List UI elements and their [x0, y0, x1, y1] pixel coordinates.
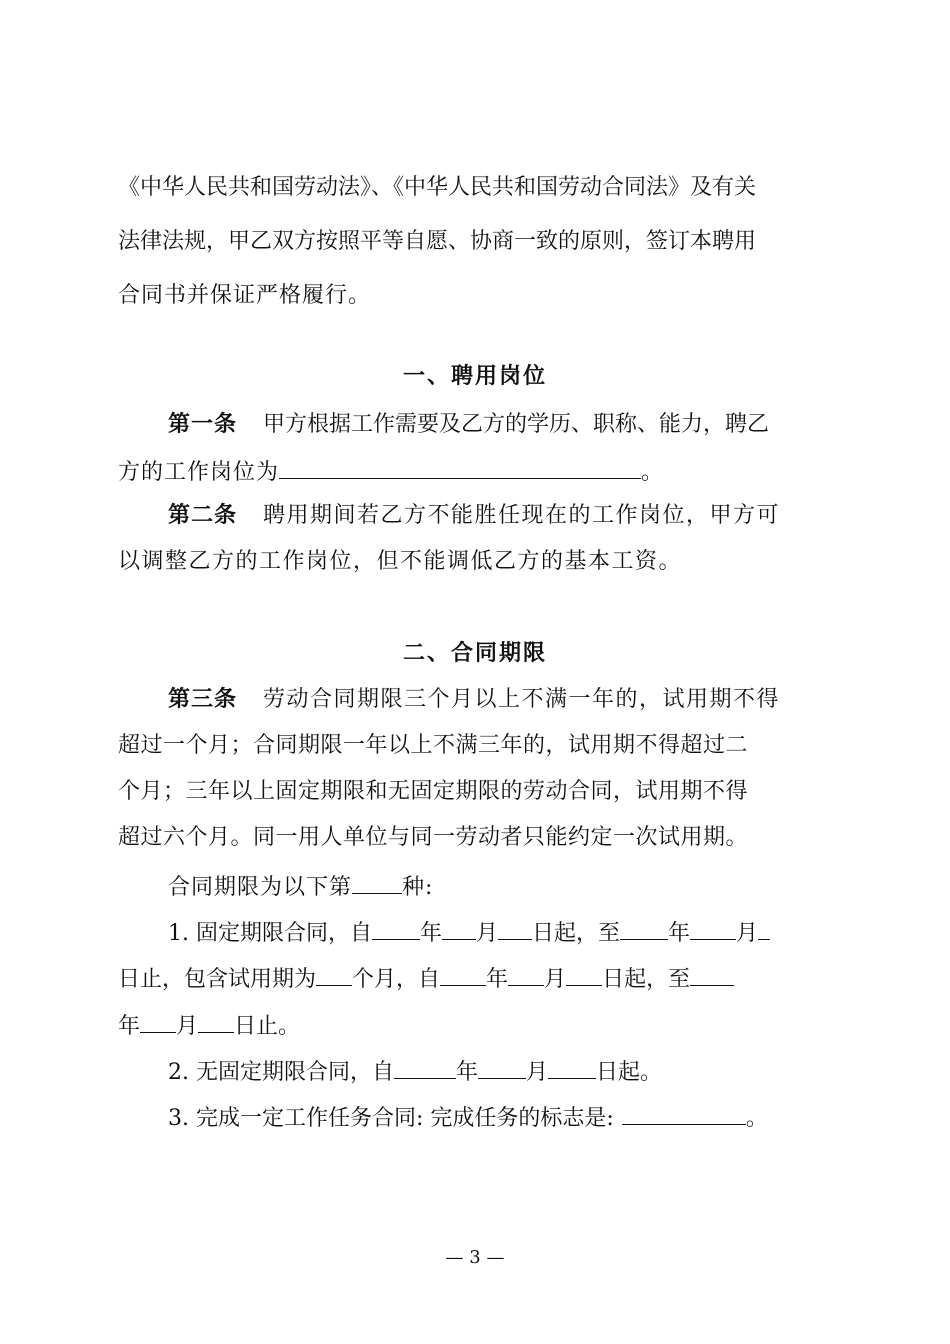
section-heading-1: 一、聘用岗位 [402, 364, 547, 389]
task-completion-mark-blank[interactable] [622, 1102, 746, 1125]
open-ended-year-blank[interactable] [394, 1056, 456, 1079]
article-3-text: 劳动合同期限三个月以上不满一年的，试用期不得 [263, 687, 781, 712]
article-1-line-2 [118, 456, 838, 487]
article-1-text: 甲方根据工作需要及乙方的学历、职称、能力，聘乙 [263, 412, 770, 437]
day-start-text: 日起，至 [602, 967, 691, 992]
option-1-line-3 [118, 1010, 838, 1041]
year-text: 年 [118, 1014, 141, 1039]
preamble-line-2: 法律法规，甲乙双方按照平等自愿、协商一致的原则，签订本聘用 [118, 229, 757, 254]
article-3-line-2: 超过一个月；合同期限一年以上不满三年的，试用期不得超过二 [118, 733, 749, 758]
article-1-label: 第一条 [168, 412, 238, 437]
month-text: 月 [736, 921, 759, 946]
month-text: 月 [176, 1014, 199, 1039]
fixed-from-year-blank[interactable] [372, 917, 420, 940]
article-1-line-1 [168, 411, 838, 439]
article-2-line-2: 以调整乙方的工作岗位，但不能调低乙方的基本工资。 [118, 549, 683, 574]
article-2-text: 聘用期间若乙方不能胜任现在的工作岗位，甲方可 [263, 503, 781, 528]
option-3-label: 3. 完成一定工作任务合同: 完成任务的标志是: [168, 1106, 614, 1131]
article-2-label: 第二条 [168, 503, 238, 528]
option-2-line [168, 1056, 838, 1087]
probation-from-day-blank[interactable] [566, 963, 602, 986]
open-ended-month-blank[interactable] [478, 1056, 526, 1079]
probation-months-blank[interactable] [316, 963, 352, 986]
probation-to-month-blank[interactable] [140, 1010, 176, 1033]
year-text: 年 [455, 1060, 478, 1085]
page-number: — 3 — [445, 1247, 505, 1268]
probation-to-year-blank[interactable] [690, 963, 734, 986]
article-3-line-3: 个月；三年以上固定期限和无固定期限的劳动合同，试用期不得 [118, 779, 749, 804]
term-choice-line [168, 871, 838, 902]
term-choice-suffix: 种: [402, 875, 434, 900]
fixed-to-year-blank[interactable] [620, 917, 668, 940]
option-2-label: 2. 无固定期限合同，自 [168, 1060, 394, 1085]
term-choice-blank[interactable] [352, 871, 402, 894]
term-choice-text: 合同期限为以下第 [168, 875, 353, 900]
job-position-blank[interactable] [279, 456, 641, 479]
section-heading-2: 二、合同期限 [402, 641, 547, 666]
option-3-line [168, 1102, 838, 1133]
month-text: 月 [476, 921, 499, 946]
preamble-line-3: 合同书并保证严格履行。 [118, 283, 372, 308]
open-ended-day-blank[interactable] [548, 1056, 596, 1079]
article-3-line-1 [168, 686, 838, 714]
day-from-text: 日起，至 [532, 921, 621, 946]
article-1-text-2: 方的工作岗位为 [118, 460, 280, 485]
fixed-from-day-blank[interactable] [498, 917, 532, 940]
option-1-label: 1. 固定期限合同，自 [168, 921, 372, 946]
probation-from-year-blank[interactable] [440, 963, 486, 986]
year-text: 年 [419, 921, 442, 946]
day-to-text: 日止，包含试用期为 [118, 967, 317, 992]
year-text: 年 [668, 921, 691, 946]
day-text: 日起。 [596, 1060, 663, 1085]
probation-to-day-blank[interactable] [198, 1010, 234, 1033]
article-3-line-4: 超过六个月。同一用人单位与同一劳动者只能约定一次试用期。 [118, 825, 749, 850]
month-text: 月 [526, 1060, 549, 1085]
month-text: 月 [544, 967, 567, 992]
months-text: 个月，自 [352, 967, 441, 992]
option-1-line-1 [168, 917, 838, 948]
fixed-to-day-blank[interactable] [758, 917, 770, 940]
fixed-from-month-blank[interactable] [442, 917, 476, 940]
option-1-line-2 [118, 963, 838, 994]
day-end-text: 日止。 [234, 1014, 301, 1039]
preamble-line-1: 《中华人民共和国劳动法》、《中华人民共和国劳动合同法》及有关 [118, 175, 757, 200]
article-1-period: 。 [641, 460, 665, 485]
option-3-period: 。 [745, 1106, 768, 1131]
article-3-label: 第三条 [168, 687, 238, 712]
article-2-line-1 [168, 502, 838, 530]
year-text: 年 [486, 967, 509, 992]
fixed-to-month-blank[interactable] [690, 917, 736, 940]
probation-from-month-blank[interactable] [508, 963, 544, 986]
